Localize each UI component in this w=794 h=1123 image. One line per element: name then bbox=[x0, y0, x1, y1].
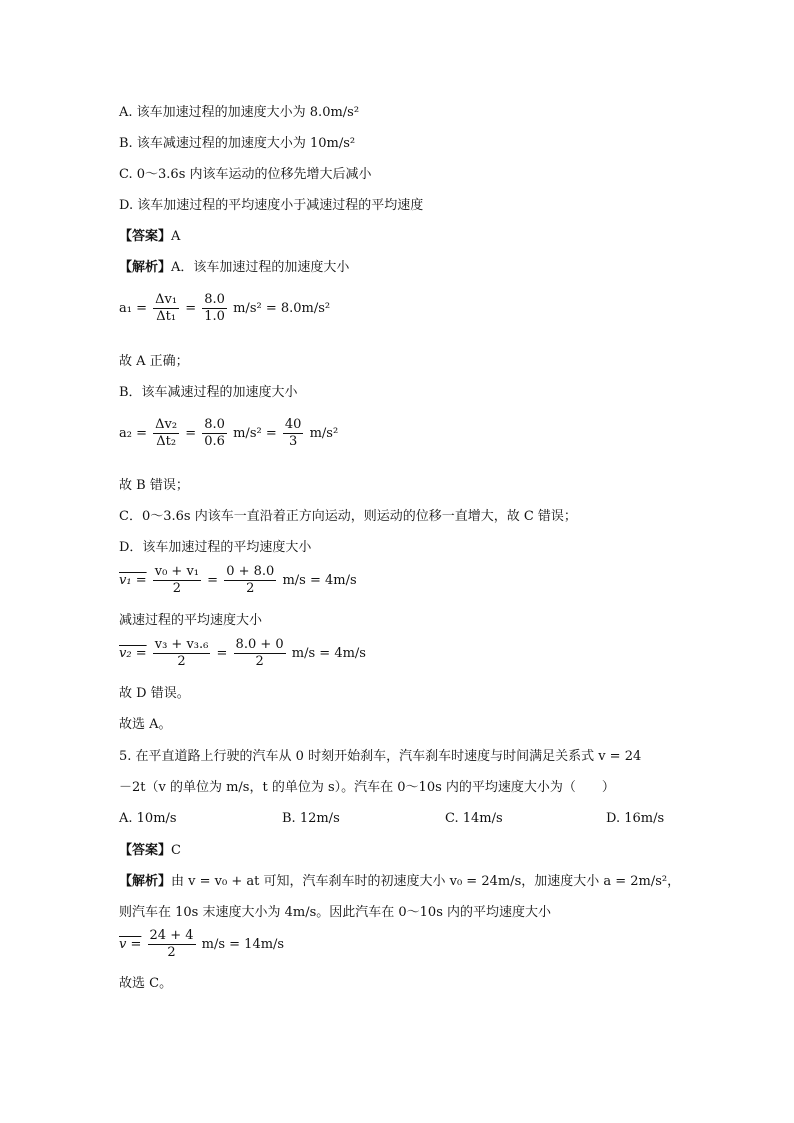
fraction: $\frac{8.0}{0.6}$ bbox=[204, 417, 225, 449]
final-answer-q5: 故选 C。 bbox=[119, 976, 173, 991]
conclusion-b: 故 B 错误； bbox=[119, 478, 189, 493]
q5-option-a: A. 10m/s bbox=[119, 811, 177, 826]
analysis-label: 【解析】 bbox=[119, 260, 172, 275]
answer-line-q5 bbox=[119, 842, 181, 860]
fraction: $\frac{40}{3}$ bbox=[284, 417, 302, 449]
fraction: $\frac{0 + 8.0}{2}$ bbox=[226, 564, 275, 596]
eq-rhs: m/s² = 8.0m/s² bbox=[233, 301, 331, 316]
equation-a2: a₂ = $\frac{\text{Δv₂}}{\text{Δt₂}}$ = $\frac{8.0}{0.6}$ m/s² = $\frac{40}{3}$ m/s² bbox=[119, 417, 339, 449]
eq-lhs: a₁ = bbox=[119, 301, 147, 316]
d-intro: D．该车加速过程的平均速度大小 bbox=[119, 540, 312, 555]
answer-value: A bbox=[171, 229, 181, 244]
analysis-intro: A．该车加速过程的加速度大小 bbox=[171, 260, 350, 275]
equation-vbar: v = $\frac{24 + 4}{2}$ m/s = 14m/s bbox=[119, 928, 285, 960]
question5-line2: －2t（v 的单位为 m/s，t 的单位为 s）。汽车在 0～10s 内的平均速度大小为（ ） bbox=[119, 780, 615, 795]
fraction: $\frac{\text{v₀ + v₁}}{2}$ bbox=[154, 564, 200, 596]
option-d: D. 该车加速过程的平均速度小于减速过程的平均速度 bbox=[119, 198, 424, 213]
analysis-q5-line2: 则汽车在 10s 末速度大小为 4m/s。因此汽车在 0～10s 内的平均速度大小 bbox=[119, 905, 552, 920]
fraction: $\frac{\text{Δv₂}}{\text{Δt₂}}$ bbox=[155, 417, 178, 449]
conclusion-a: 故 A 正确； bbox=[119, 354, 189, 369]
conclusion-d: 故 D 错误。 bbox=[119, 686, 190, 701]
question5-line1: 5. 在平直道路上行驶的汽车从 0 时刻开始刹车，汽车刹车时速度与时间满足关系式 v = 24 bbox=[119, 749, 642, 764]
answer-value: C bbox=[171, 843, 181, 858]
c-text: C．0～3.6s 内该车一直沿着正方向运动，则运动的位移一直增大，故 C 错误； bbox=[119, 509, 577, 524]
fraction: $\frac{24 + 4}{2}$ bbox=[149, 928, 194, 960]
equation-a1: a₁ = $\frac{\text{Δv₁}}{\text{Δt₁}}$ = $\frac{8.0}{1.0}$ m/s² = 8.0m/s² bbox=[119, 292, 331, 324]
fraction: $\frac{8.0}{1.0}$ bbox=[204, 292, 225, 324]
fraction: $\frac{\text{v₃ + v₃.₆}}{2}$ bbox=[154, 637, 209, 669]
option-b: B. 该车减速过程的加速度大小为 10m/s² bbox=[119, 136, 356, 151]
analysis-line bbox=[119, 259, 349, 277]
fraction: $\frac{8.0 + 0}{2}$ bbox=[235, 637, 284, 669]
d-mid: 减速过程的平均速度大小 bbox=[119, 613, 263, 628]
q5-option-b: B. 12m/s bbox=[282, 811, 340, 826]
q5-option-c: C. 14m/s bbox=[445, 811, 503, 826]
final-answer-q4: 故选 A。 bbox=[119, 717, 172, 732]
option-c: C. 0～3.6s 内该车运动的位移先增大后减小 bbox=[119, 167, 372, 182]
b-intro: B．该车减速过程的加速度大小 bbox=[119, 385, 298, 400]
answer-label: 【答案】 bbox=[119, 843, 172, 858]
option-a: A. 该车加速过程的加速度大小为 8.0m/s² bbox=[119, 105, 360, 120]
fraction: $\frac{\text{Δv₁}}{\text{Δt₁}}$ bbox=[155, 292, 178, 324]
analysis-line-q5: 【解析】由 v = v₀ + at 可知，汽车刹车时的初速度大小 v₀ = 24m/s，加速度大小 a = 2m/s²， bbox=[119, 874, 681, 889]
equation-v2: v₂ = $\frac{\text{v₃ + v₃.₆}}{2}$ = $\frac{8.0 + 0}{2}$ m/s = 4m/s bbox=[119, 637, 366, 669]
answer-line bbox=[119, 228, 180, 246]
answer-label: 【答案】 bbox=[119, 229, 172, 244]
analysis-label: 【解析】 bbox=[119, 874, 172, 889]
q5-option-d: D. 16m/s bbox=[606, 811, 665, 826]
equation-v1: v₁ = $\frac{\text{v₀ + v₁}}{2}$ = $\frac{0 + 8.0}{2}$ m/s = 4m/s bbox=[119, 564, 357, 596]
